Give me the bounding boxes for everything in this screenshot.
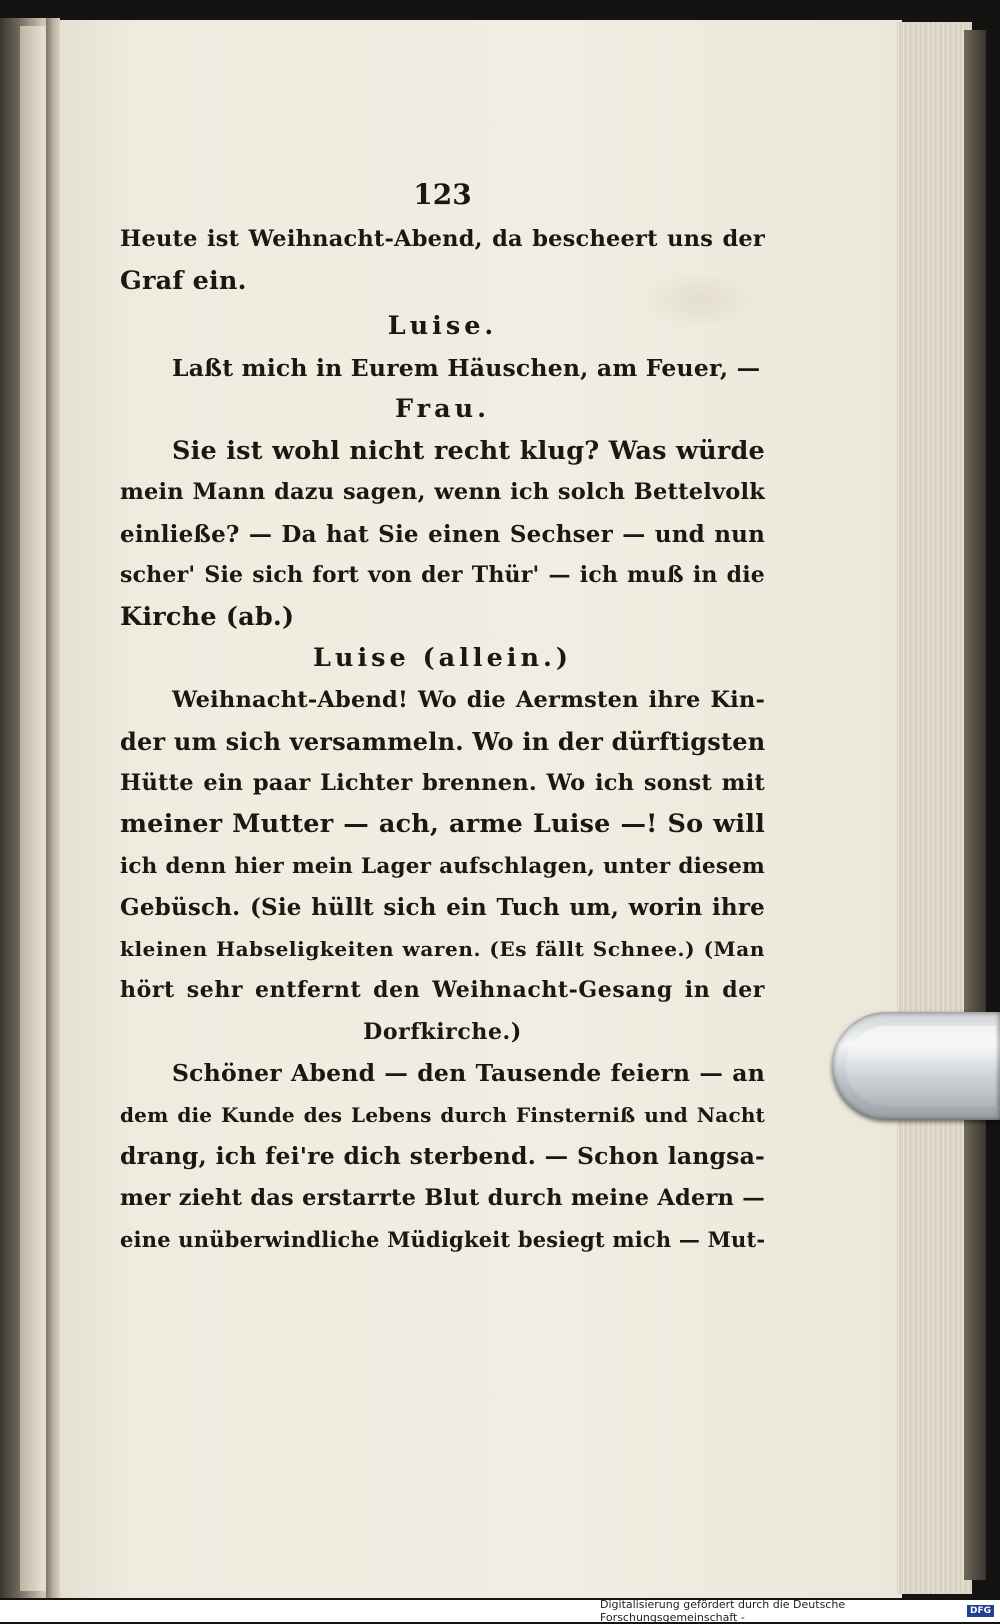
text-line: der um sich versammeln. Wo in der dürftigsten [120,727,766,756]
stage-direction: hört sehr entfernt den Weihnacht-Gesang in der [120,977,765,1003]
text-line: dem die Kunde des Lebens durch Finsterniß und Nacht [120,1102,765,1127]
speaker-name: Luise. [387,311,498,341]
text-line: Kirche (ab.) [120,601,295,632]
book-gutter [46,18,60,1598]
page-text [120,178,765,1261]
text-line: Laßt mich in Eurem Häuschen, am Feuer, — [172,353,761,382]
text-line: Schöner Abend — den Tausende feiern — an [172,1059,765,1087]
text-line: Sie ist wohl nicht recht klug? Was würde [172,435,765,466]
speaker-name: Frau. [394,394,491,424]
text-line: einließe? — Da hat Sie einen Sechser — und nun [120,520,765,548]
dfg-logo: DFG [967,1605,994,1617]
right-page-stack [897,22,972,1594]
text-line: Weihnacht-Abend! Wo die Aermsten ihre Kin- [172,686,765,713]
page-number: 123 [413,178,472,211]
footer-text: Digitalisierung gefördert durch die Deutsche Forschungsgemeinschaft - [600,1598,846,1624]
clip-highlight [846,1026,996,1106]
text-line: scher' Sie sich fort von der Thür' — ich muß in die [120,562,765,588]
text-line: drang, ich fei're dich sterbend. — Schon langsa- [120,1142,765,1170]
page-holder-clip [832,1012,1000,1120]
footer-bar [0,1600,600,1622]
text-line: Heute ist Weihnacht-Abend, da bescheert uns der [120,226,765,252]
right-book-cover [964,30,986,1580]
stage-direction: kleinen Habseligkeiten waren. (Es fällt Schnee.) (Man [120,936,765,961]
text-line: meiner Mutter — ach, arme Luise —! So will [120,809,765,839]
text-line: eine unüberwindliche Müdigkeit besiegt mich — Mut- [120,1227,766,1252]
text-line: Graf ein. [120,265,247,296]
stage-direction: Dorfkirche.) [363,1018,522,1045]
text-line: Hütte ein paar Lichter brennen. Wo ich sonst mit [120,769,765,796]
text-line: ich denn hier mein Lager aufschlagen, unter diesem [120,853,765,879]
speaker-name: Luise (allein.) [313,643,572,673]
text-line: mer zieht das erstarrte Blut durch meine Adern — [120,1184,765,1211]
footer-credit [600,1600,1000,1622]
text-line: Gebüsch. (Sie hüllt sich ein Tuch um, worin ihre [120,894,765,921]
text-line: mein Mann dazu sagen, wenn ich solch Bettelvolk [120,479,765,505]
